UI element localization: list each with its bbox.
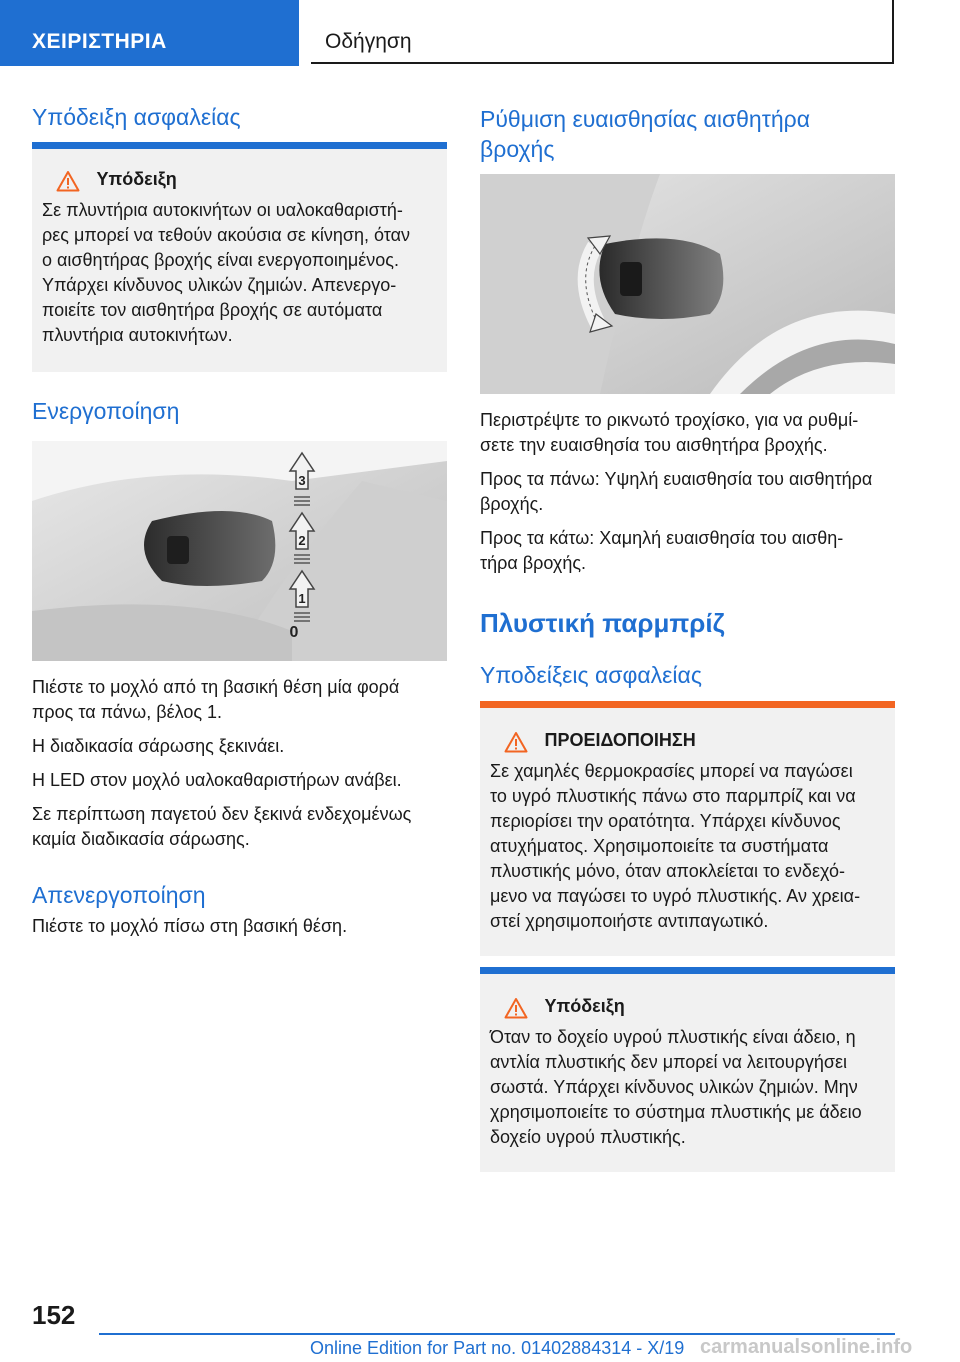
note-line: χρησιμοποιείτε το σύστημα πλυστικής με άδειο [490,1101,862,1122]
note-line: δοχείο υγρού πλυστικής. [490,1126,686,1147]
deactivation-heading: Απενεργοποίηση [32,882,206,908]
footer-edition: Online Edition for Part no. 01402884314 - X/19 [310,1338,685,1358]
header-chapter-tab [311,0,894,64]
note-line: ρες μπορεί να τεθούν ακούσια σε κίνηση, όταν [42,224,410,245]
header-section-label: ΧΕΙΡΙΣΤΗΡΙΑ [32,30,167,53]
sensitivity-wheel-image [480,174,895,394]
activation-text [32,675,452,852]
note-line: ο αισθητήρας βροχής είναι ενεργοποιημένος. [42,249,399,270]
warning-line: ατυχήματος. Χρησιμοποιείτε τα συστήματα [490,835,829,856]
washer-note-title: Υπόδειξη [544,996,625,1016]
wiper-lever-image [32,441,447,661]
note-line: Όταν το δοχείο υγρού πλυστικής είναι άδειο, η [490,1026,856,1047]
warning-triangle-icon [504,997,528,1019]
paragraph-line: Πιέστε το μοχλό από τη βασική θέση μία φορά [32,677,400,697]
warning-line: το υγρό πλυστικής πάνω στο παρμπρίζ και να [490,785,856,806]
warning-triangle-icon [56,170,80,192]
warning-line: πλυστικής μόνο, όταν αποκλείεται το ενδεχό- [490,860,845,881]
note-line: ποιείτε τον αισθητήρα βροχής σε αυτόματα [42,299,383,320]
header-chapter-label: Οδήγηση [325,30,412,53]
paragraph-line: Προς τα πάνω: Υψηλή ευαισθησία του αισθητήρα [480,469,873,489]
paragraph-line: σετε την ευαισθησία του αισθητήρα βροχής. [480,435,828,455]
note-line: Σε πλυντήρια αυτοκινήτων οι υαλοκαθαριστή- [42,199,403,220]
note-box-bar [480,967,895,974]
warning-box-title: ΠΡΟΕΙΔΟΠΟΙΗΣΗ [544,730,696,750]
note-box [32,149,447,372]
sensitivity-heading-line: Ρύθμιση ευαισθησίας αισθητήρα [480,106,810,132]
position-label-1: 1 [298,591,306,606]
paragraph-line: καμία διαδικασία σάρωσης. [32,829,250,849]
sensitivity-heading-line: βροχής [480,136,555,162]
page-number: 152 [32,1300,76,1330]
note-line: αντλία πλυστικής δεν μπορεί να λειτουργήσει [490,1051,848,1072]
position-label-2: 2 [298,533,306,548]
warning-box-bar [480,701,895,708]
footer-rule [99,1333,895,1335]
position-label-0: 0 [289,624,299,641]
note-line: σωστά. Υπάρχει κίνδυνος υλικών ζημιών. Μην [490,1076,858,1097]
paragraph-line: Σε περίπτωση παγετού δεν ξεκινά ενδεχομένως [32,804,412,824]
position-label-3: 3 [298,473,306,488]
warning-line: μενο να παγώσει το υγρό πλυστικής. Αν χρεια- [490,885,861,906]
header-section-tab [0,0,299,66]
note-box-bar [32,142,447,149]
paragraph-line: βροχής. [480,494,544,514]
safety-heading: Υπόδειξη ασφαλείας [32,104,241,130]
paragraph-line: Προς τα κάτω: Χαμηλή ευαισθησία του αισθη- [480,528,844,548]
sensitivity-heading [480,104,810,164]
warning-line: περιορίσει την ορατότητα. Υπάρχει κίνδυνος [490,810,841,831]
warning-triangle-icon [504,731,528,753]
wiper-lever-illustration [32,441,447,661]
warning-line: στεί χρησιμοποιήστε αντιπαγωτικό. [490,910,769,931]
note-line: Υπάρχει κίνδυνος υλικών ζημιών. Απενεργο- [42,274,397,295]
note-line: πλυντήρια αυτοκινήτων. [42,324,233,345]
activation-heading: Ενεργοποίηση [32,398,180,424]
paragraph: Η LED στον μοχλό υαλοκαθαριστήρων ανάβει. [32,770,402,790]
paragraph-line: τήρα βροχής. [480,553,587,573]
washer-heading: Πλυστική παρμπρίζ [480,608,725,638]
paragraph-line: προς τα πάνω, βέλος 1. [32,702,223,722]
paragraph: Η διαδικασία σάρωσης ξεκινάει. [32,736,285,756]
sensitivity-wheel-illustration [480,174,895,394]
watermark: carmanualsonline.info [700,1336,913,1358]
deactivation-text: Πιέστε το μοχλό πίσω στη βασική θέση. [32,916,348,936]
warning-line: Σε χαμηλές θερμοκρασίες μπορεί να παγώσει [490,760,853,781]
paragraph-line: Περιστρέψτε το ρικνωτό τροχίσκο, για να ρυθμί- [480,410,859,430]
sensitivity-text [480,408,900,576]
warning-box [480,708,895,956]
washer-note-box [480,974,895,1172]
note-box-title: Υπόδειξη [96,169,177,189]
washer-safety-heading: Υποδείξεις ασφαλείας [480,662,702,688]
